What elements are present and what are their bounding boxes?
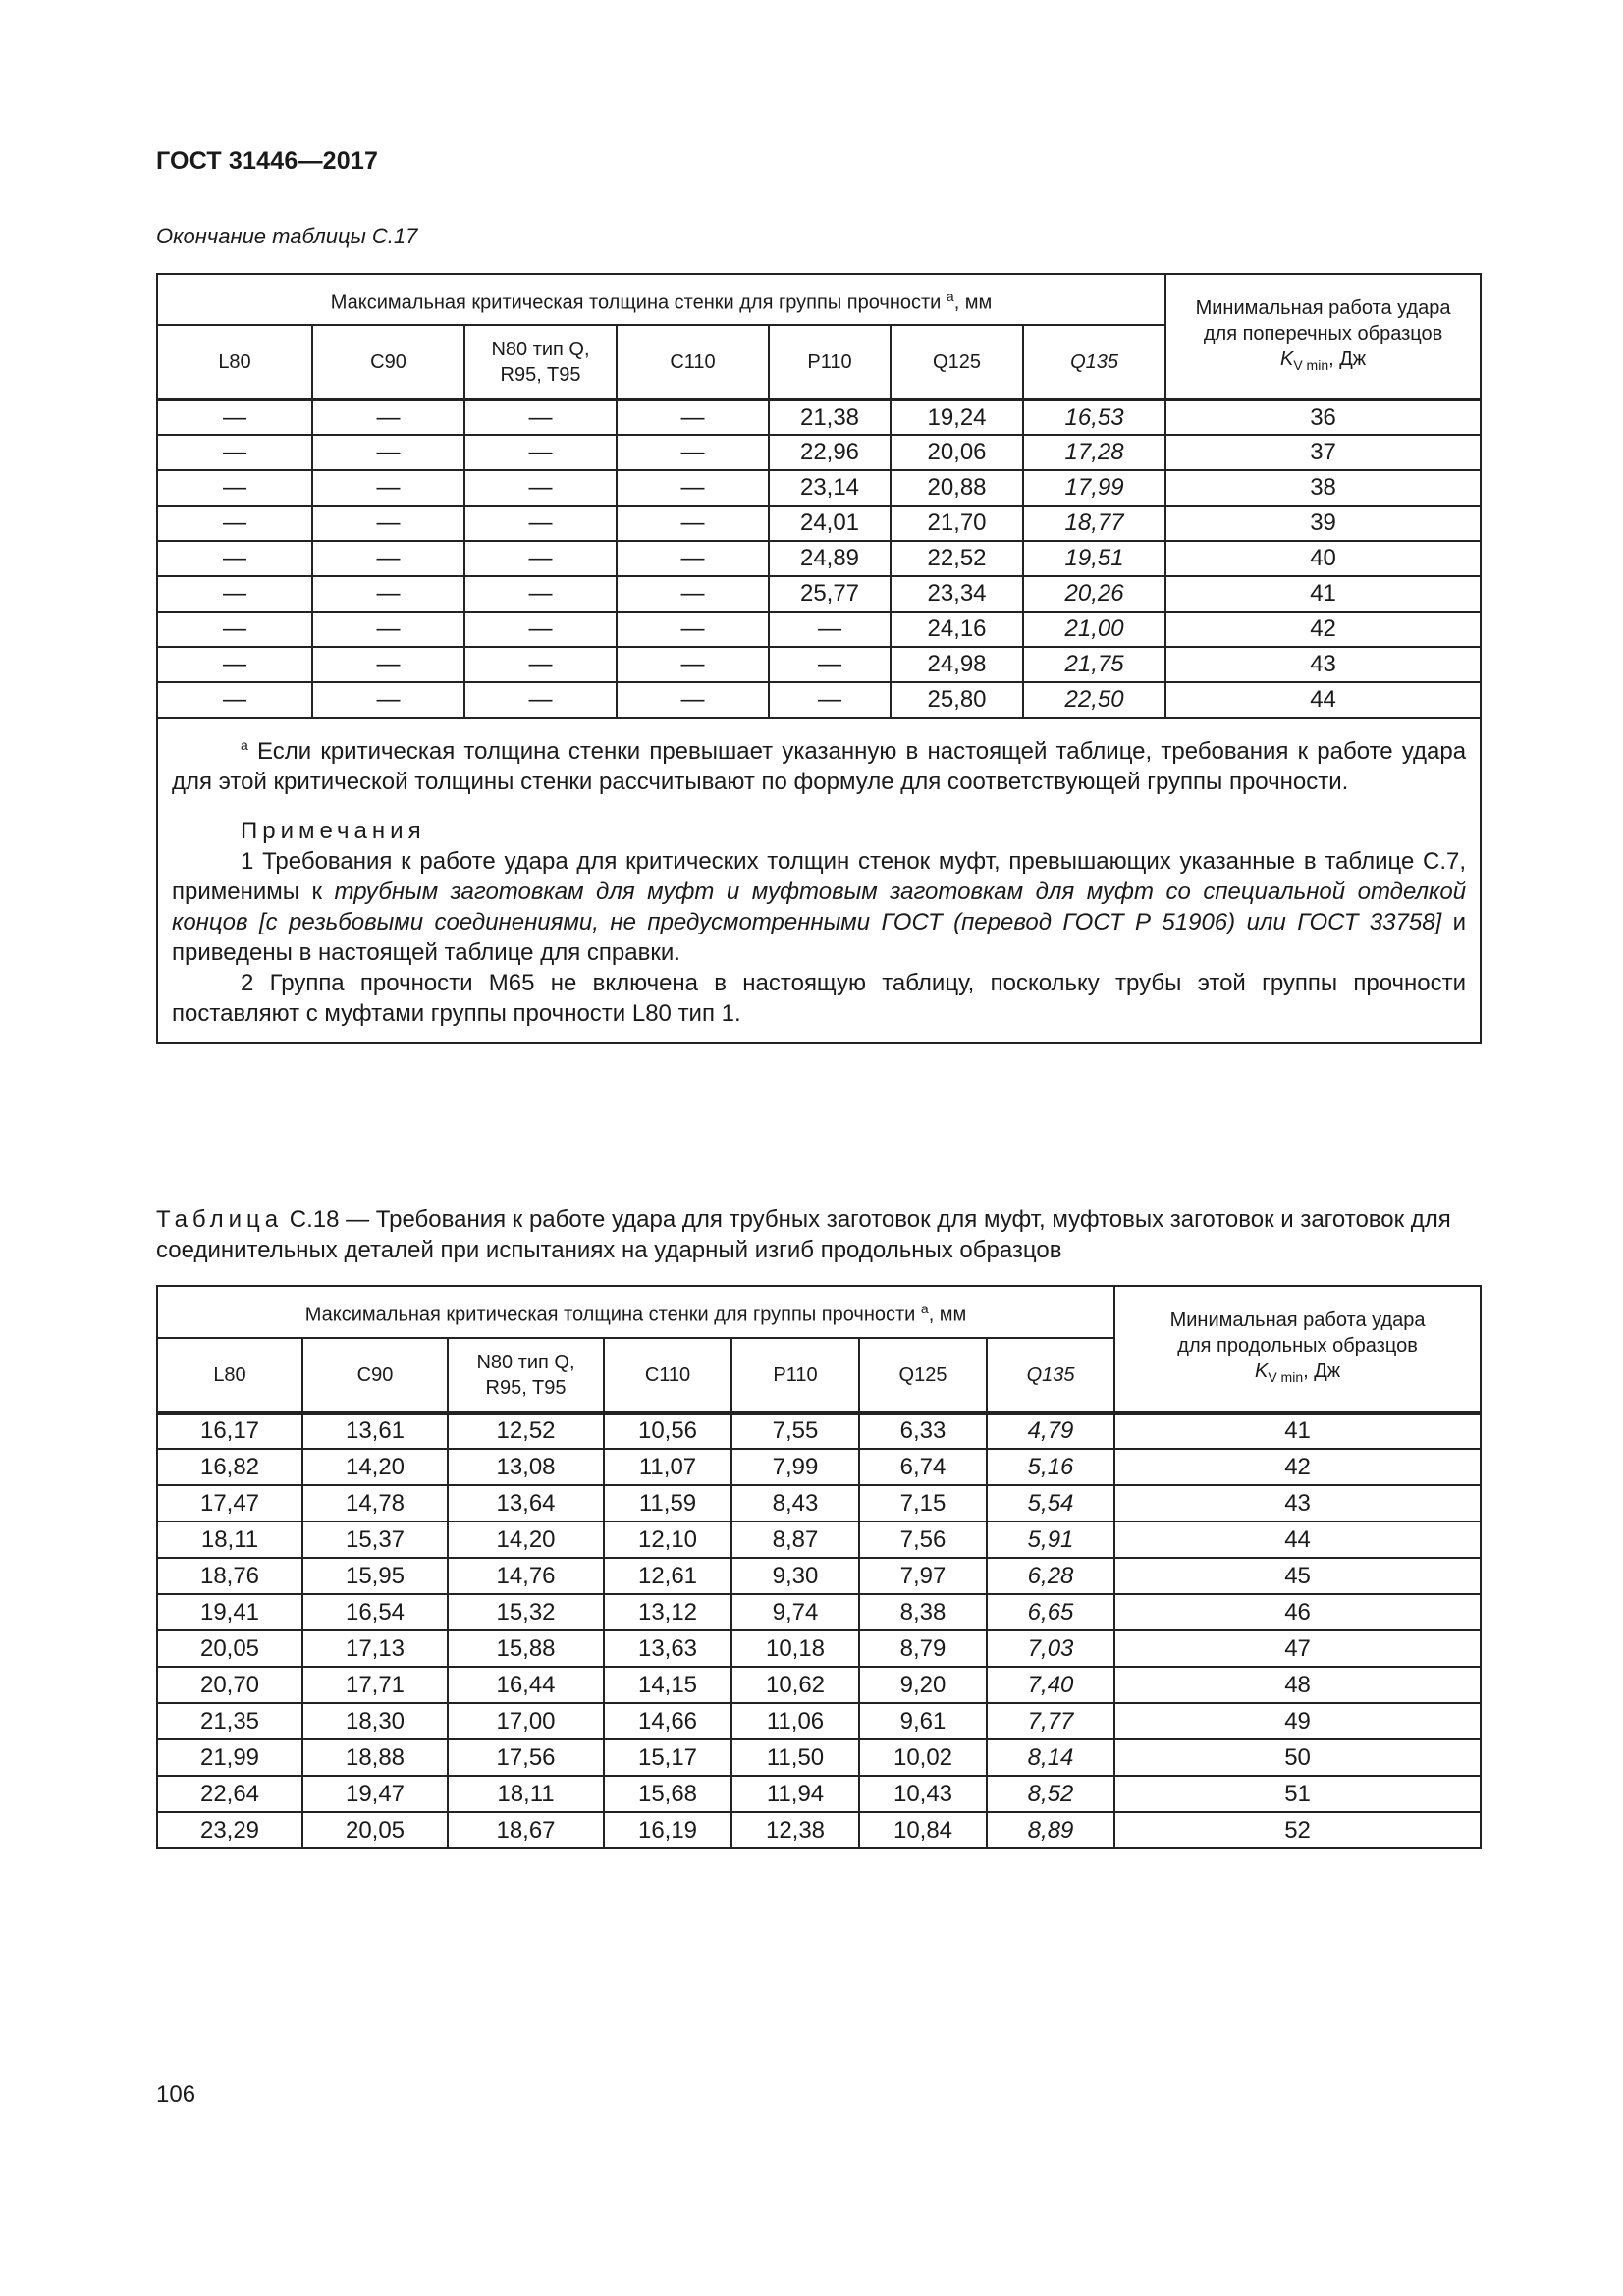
table-cell: 17,99 (1023, 470, 1165, 506)
table-cell: — (312, 682, 464, 718)
table-cell: 14,78 (302, 1485, 448, 1522)
table-cell: — (312, 612, 464, 647)
table-cell: 17,56 (448, 1739, 604, 1776)
table-cell: 11,59 (604, 1485, 731, 1522)
table-cell: 7,77 (987, 1703, 1114, 1739)
table-cell: 14,76 (448, 1558, 604, 1594)
table-cell: 37 (1165, 435, 1481, 470)
table-cell: 6,74 (859, 1449, 987, 1485)
table-cell: 15,37 (302, 1522, 448, 1558)
table-cell: — (464, 576, 617, 612)
table-cell: 19,41 (157, 1594, 302, 1630)
table-cell: 25,77 (769, 576, 891, 612)
table-row (157, 1413, 1481, 1449)
table-cell: 22,52 (891, 541, 1023, 576)
table-cell: 10,02 (859, 1739, 987, 1776)
table-cell: 43 (1165, 647, 1481, 682)
table-row (157, 506, 1481, 541)
table-row (157, 682, 1481, 718)
table-cell: 50 (1114, 1739, 1481, 1776)
table-cell: 39 (1165, 506, 1481, 541)
note-1: 1 Требования к работе удара для критических толщин стенок муфт, превышающих указанные в таблице С.7, применимы к трубным заготовкам для муфт и муфтовым заготовкам для муфт со специальной отделкой концов [с резьбовыми соединениями, не предусмотренными ГОСТ (перевод ГОСТ Р 51906) или ГОСТ 33758] и приведены в настоящей таблице для справки. (172, 848, 1467, 966)
table-cell: — (617, 541, 769, 576)
table-cell: 25,80 (891, 682, 1023, 718)
table-cell: 52 (1114, 1812, 1481, 1848)
table-cell: 22,96 (769, 435, 891, 470)
table-cell: 10,62 (731, 1667, 859, 1703)
table-cell: 13,63 (604, 1630, 731, 1667)
table-cell: — (464, 435, 617, 470)
col-header-c110: C110 (617, 325, 769, 400)
table-cell: 8,38 (859, 1594, 987, 1630)
table-cell: 44 (1165, 682, 1481, 718)
table-cell: — (157, 506, 312, 541)
table-cell: 8,43 (731, 1485, 859, 1522)
table-cell: — (157, 647, 312, 682)
table-row (157, 470, 1481, 506)
table-cell: — (617, 435, 769, 470)
table-cell: 11,06 (731, 1703, 859, 1739)
table-cell: 5,91 (987, 1522, 1114, 1558)
table-cell: 12,52 (448, 1413, 604, 1449)
table-cell: 8,52 (987, 1776, 1114, 1812)
table-row (157, 576, 1481, 612)
table-cell: 6,33 (859, 1413, 987, 1449)
table-cell: 9,61 (859, 1703, 987, 1739)
table-c17-notes (157, 718, 1481, 1043)
table-cell: — (464, 612, 617, 647)
energy-header: Минимальная работа удара для поперечных образцов $K_{V min}$, Дж (1165, 274, 1481, 400)
table-cell: 12,61 (604, 1558, 731, 1594)
table-cell: 12,38 (731, 1812, 859, 1848)
table-cell: 16,53 (1023, 400, 1165, 435)
table-cell: 42 (1165, 612, 1481, 647)
table-cell: — (312, 541, 464, 576)
table-cell: — (464, 506, 617, 541)
col-header-l80: L80 (157, 325, 312, 400)
table-cell: 21,35 (157, 1703, 302, 1739)
table-cell: 21,38 (769, 400, 891, 435)
table-cell: 20,05 (157, 1630, 302, 1667)
energy-header: Минимальная работа удара для продольных образцов $K_{V min}$, Дж (1114, 1286, 1481, 1413)
table-cell: 12,10 (604, 1522, 731, 1558)
document-header-title: ГОСТ 31446—2017 (156, 147, 379, 175)
table-cell: 36 (1165, 400, 1481, 435)
table-cell: 9,74 (731, 1594, 859, 1630)
table-c17 (156, 273, 1482, 1044)
table-cell: 6,28 (987, 1558, 1114, 1594)
table-cell: 9,30 (731, 1558, 859, 1594)
table-cell: — (617, 682, 769, 718)
table-cell: 15,17 (604, 1739, 731, 1776)
table-cell: 18,88 (302, 1739, 448, 1776)
table-cell: 13,08 (448, 1449, 604, 1485)
table-cell: 23,29 (157, 1812, 302, 1848)
table-cell: 7,97 (859, 1558, 987, 1594)
table-row (157, 1630, 1481, 1667)
table-cell: 8,14 (987, 1739, 1114, 1776)
col-header-q125: Q125 (891, 325, 1023, 400)
table-c17-caption: Окончание таблицы С.17 (156, 224, 418, 248)
table-cell: — (312, 576, 464, 612)
table-cell: 16,54 (302, 1594, 448, 1630)
table-cell: 4,79 (987, 1413, 1114, 1449)
table-cell: 7,15 (859, 1485, 987, 1522)
table-cell: 19,51 (1023, 541, 1165, 576)
table-cell: — (769, 647, 891, 682)
table-cell: 16,82 (157, 1449, 302, 1485)
note-2: 2 Группа прочности М65 не включена в настоящую таблицу, поскольку трубы этой группы прочности поставляют с муфтами группы прочности L80 тип 1. (172, 970, 1467, 1027)
table-cell: 8,87 (731, 1522, 859, 1558)
table-row (157, 1667, 1481, 1703)
table-cell: 11,50 (731, 1739, 859, 1776)
table-cell: 20,26 (1023, 576, 1165, 612)
table-cell: 23,34 (891, 576, 1023, 612)
table-cell: — (157, 541, 312, 576)
table-cell: 20,88 (891, 470, 1023, 506)
table-cell: 18,11 (448, 1776, 604, 1812)
table-cell: — (464, 470, 617, 506)
table-cell: 14,15 (604, 1667, 731, 1703)
table-row (157, 400, 1481, 435)
table-row (157, 1703, 1481, 1739)
col-header-p110: P110 (731, 1338, 859, 1413)
table-row (157, 1558, 1481, 1594)
table-cell: 22,64 (157, 1776, 302, 1812)
table-cell: 21,00 (1023, 612, 1165, 647)
table-cell: 41 (1114, 1413, 1481, 1449)
col-header-c110: C110 (604, 1338, 731, 1413)
col-header-n80: N80 тип Q, R95, T95 (448, 1338, 604, 1413)
table-row (157, 1449, 1481, 1485)
table-cell: — (157, 400, 312, 435)
table-cell: 8,89 (987, 1812, 1114, 1848)
table-cell: — (464, 400, 617, 435)
table-cell: 17,28 (1023, 435, 1165, 470)
col-header-p110: P110 (769, 325, 891, 400)
table-cell: 5,54 (987, 1485, 1114, 1522)
group-header: Максимальная критическая толщина стенки для группы прочности $^a$, мм (157, 1286, 1114, 1338)
table-cell: 43 (1114, 1485, 1481, 1522)
table-cell: — (617, 470, 769, 506)
table-cell: — (312, 435, 464, 470)
table-cell: 46 (1114, 1594, 1481, 1630)
table-cell: 11,07 (604, 1449, 731, 1485)
table-cell: 10,84 (859, 1812, 987, 1848)
table-cell: 21,70 (891, 506, 1023, 541)
footnote-a: $^a$ Если критическая толщина стенки превышает указанную в настоящей таблице, требования к работе удара для этой критической толщины стенки рассчитывают по формуле для соответствующей группы прочности. (172, 737, 1467, 795)
table-cell: 41 (1165, 576, 1481, 612)
table-row (157, 435, 1481, 470)
table-cell: 13,61 (302, 1413, 448, 1449)
table-cell: — (464, 541, 617, 576)
table-cell: — (157, 576, 312, 612)
col-header-q135: Q135 (987, 1338, 1114, 1413)
table-cell: 15,95 (302, 1558, 448, 1594)
table-cell: — (464, 682, 617, 718)
table-cell: 22,50 (1023, 682, 1165, 718)
table-row (157, 612, 1481, 647)
table-cell: 16,17 (157, 1413, 302, 1449)
table-cell: 5,16 (987, 1449, 1114, 1485)
table-cell: 18,77 (1023, 506, 1165, 541)
table-cell: — (617, 506, 769, 541)
table-c17-body (157, 400, 1481, 718)
table-cell: 24,16 (891, 612, 1023, 647)
table-c18-caption: Таблица С.18 — Требования к работе удара для трубных заготовок для муфт, муфтовых заготовок и заготовок для соединительных деталей при испытаниях на ударный изгиб продольных образцов (156, 1206, 1451, 1263)
table-cell: 20,06 (891, 435, 1023, 470)
notes-title: Примечания (241, 818, 426, 844)
table-cell: — (769, 682, 891, 718)
table-cell: 6,65 (987, 1594, 1114, 1630)
table-row (157, 1739, 1481, 1776)
col-header-q135: Q135 (1023, 325, 1165, 400)
table-cell: 40 (1165, 541, 1481, 576)
table-cell: 19,24 (891, 400, 1023, 435)
table-cell: 20,05 (302, 1812, 448, 1848)
table-c18 (156, 1285, 1482, 1849)
table-cell: — (617, 647, 769, 682)
table-cell: 11,94 (731, 1776, 859, 1812)
table-cell: — (157, 682, 312, 718)
table-cell: 18,30 (302, 1703, 448, 1739)
table-row (157, 1485, 1481, 1522)
table-cell: 13,64 (448, 1485, 604, 1522)
table-cell: 14,66 (604, 1703, 731, 1739)
table-cell: 8,79 (859, 1630, 987, 1667)
table-cell: 42 (1114, 1449, 1481, 1485)
table-cell: — (157, 612, 312, 647)
group-header: Максимальная критическая толщина стенки для группы прочности $^a$, мм (157, 274, 1165, 325)
table-cell: — (312, 506, 464, 541)
table-cell: 7,40 (987, 1667, 1114, 1703)
table-cell: 23,14 (769, 470, 891, 506)
table-cell: 13,12 (604, 1594, 731, 1630)
table-cell: — (157, 470, 312, 506)
table-row (157, 1812, 1481, 1848)
table-cell: 20,70 (157, 1667, 302, 1703)
table-cell: 17,47 (157, 1485, 302, 1522)
table-row (157, 647, 1481, 682)
table-cell: — (312, 647, 464, 682)
table-cell: 21,75 (1023, 647, 1165, 682)
table-cell: 24,01 (769, 506, 891, 541)
table-cell: — (617, 400, 769, 435)
table-cell: 19,47 (302, 1776, 448, 1812)
table-cell: 48 (1114, 1667, 1481, 1703)
table-cell: 15,32 (448, 1594, 604, 1630)
table-cell: 10,56 (604, 1413, 731, 1449)
table-cell: 15,68 (604, 1776, 731, 1812)
table-cell: 7,55 (731, 1413, 859, 1449)
table-row (157, 541, 1481, 576)
table-row (157, 1594, 1481, 1630)
table-cell: 49 (1114, 1703, 1481, 1739)
table-cell: — (769, 612, 891, 647)
table-cell: 17,00 (448, 1703, 604, 1739)
col-header-n80: N80 тип Q, R95, T95 (464, 325, 617, 400)
table-cell: 24,89 (769, 541, 891, 576)
table-cell: 44 (1114, 1522, 1481, 1558)
table-cell: 18,67 (448, 1812, 604, 1848)
table-cell: 18,11 (157, 1522, 302, 1558)
table-cell: — (312, 470, 464, 506)
table-cell: 15,88 (448, 1630, 604, 1667)
table-cell: 7,03 (987, 1630, 1114, 1667)
table-cell: 17,71 (302, 1667, 448, 1703)
table-c18-body (157, 1413, 1481, 1848)
table-cell: — (617, 612, 769, 647)
table-cell: 24,98 (891, 647, 1023, 682)
table-cell: 16,19 (604, 1812, 731, 1848)
table-cell: 16,44 (448, 1667, 604, 1703)
page-number: 106 (156, 2081, 196, 2108)
table-cell: — (617, 576, 769, 612)
table-cell: 7,99 (731, 1449, 859, 1485)
table-cell: 10,43 (859, 1776, 987, 1812)
col-header-c90: C90 (302, 1338, 448, 1413)
table-cell: 17,13 (302, 1630, 448, 1667)
table-cell: 14,20 (302, 1449, 448, 1485)
table-cell: 7,56 (859, 1522, 987, 1558)
table-cell: 38 (1165, 470, 1481, 506)
table-cell: 51 (1114, 1776, 1481, 1812)
table-cell: 9,20 (859, 1667, 987, 1703)
table-cell: 21,99 (157, 1739, 302, 1776)
table-row (157, 1522, 1481, 1558)
table-cell: 10,18 (731, 1630, 859, 1667)
table-row (157, 1776, 1481, 1812)
table-cell: 14,20 (448, 1522, 604, 1558)
table-cell: 45 (1114, 1558, 1481, 1594)
table-cell: — (312, 400, 464, 435)
table-cell: — (157, 435, 312, 470)
table-cell: 47 (1114, 1630, 1481, 1667)
col-header-q125: Q125 (859, 1338, 987, 1413)
col-header-c90: C90 (312, 325, 464, 400)
col-header-l80: L80 (157, 1338, 302, 1413)
table-cell: 18,76 (157, 1558, 302, 1594)
table-cell: — (464, 647, 617, 682)
